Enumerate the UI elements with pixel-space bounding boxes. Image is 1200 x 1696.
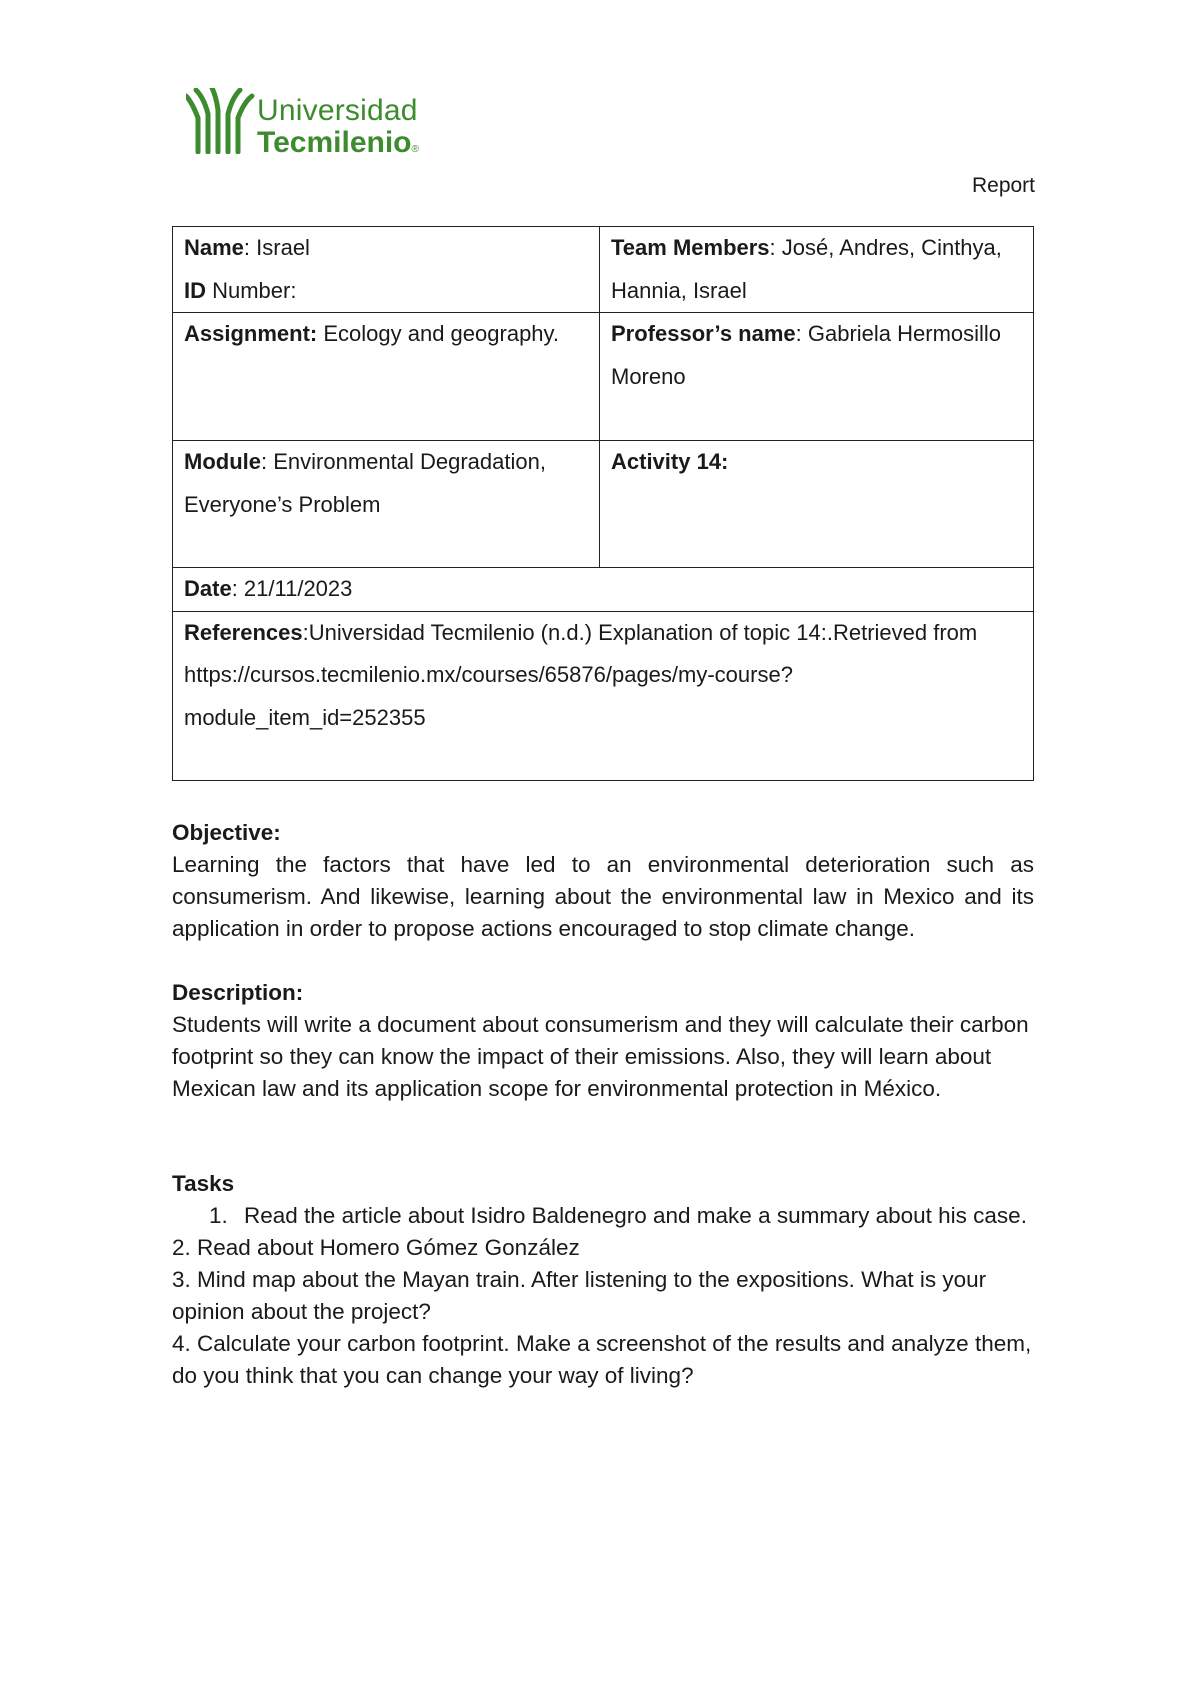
references-cell <box>173 611 1034 780</box>
name-value: : Israel <box>243 235 310 260</box>
module-cell <box>173 441 600 568</box>
objective-section <box>172 817 1034 945</box>
table-row <box>173 611 1034 780</box>
activity-cell <box>600 441 1034 568</box>
assignment-label: Assignment: <box>184 321 318 346</box>
professor-value: : Gabriela Hermosillo Moreno <box>611 321 1002 389</box>
date-cell <box>173 568 1034 612</box>
activity-label: Activity 14: <box>611 449 729 474</box>
description-heading: Description: <box>172 980 304 1005</box>
university-logo <box>186 88 446 158</box>
objective-text: Learning the factors that have led to an environmental deterioration such as consumerism. And likewise, learning about the environmental law in Mexico and its application in order to propose actions encouraged to stop climate change. <box>172 852 1034 941</box>
references-value: :Universidad Tecmilenio (n.d.) Explanation of topic 14:.Retrieved from https://cursos.tecmilenio.mx/courses/65876/pages/my-course?module_item_id=252355 <box>184 619 978 730</box>
name-label: Name <box>184 235 244 260</box>
list-item <box>172 1200 1034 1232</box>
id-value: Number: <box>206 277 297 303</box>
table-row <box>173 227 1034 313</box>
team-label: Team Members <box>611 235 770 260</box>
professor-label: Professor’s name <box>611 321 796 346</box>
list-item: 4. Calculate your carbon footprint. Make a screenshot of the results and analyze them, do you think that you can change your way of living? <box>172 1331 1032 1388</box>
info-table <box>172 226 1034 781</box>
assignment-cell <box>173 313 600 441</box>
logo-text-tecmilenio: Tecmilenio® <box>257 126 419 159</box>
objective-heading: Objective: <box>172 820 281 845</box>
logo-mark-icon <box>186 88 256 154</box>
table-row <box>173 313 1034 441</box>
table-row <box>173 568 1034 612</box>
date-value: : 21/11/2023 <box>231 576 353 601</box>
name-cell <box>173 227 600 313</box>
module-value: : Environmental Degradation, Everyone’s Problem <box>184 449 546 517</box>
references-label: References <box>184 619 303 645</box>
assignment-value: Ecology and geography. <box>317 321 560 346</box>
id-label: ID <box>184 277 206 303</box>
report-label: Report <box>971 174 1035 197</box>
date-label: Date <box>184 576 232 601</box>
tasks-heading: Tasks <box>172 1171 235 1196</box>
description-text: Students will write a document about consumerism and they will calculate their carbon footprint so they can know the impact of their emissions. Also, they will learn about Mexican law and its application scope for environmental protection in México. <box>172 1012 1029 1101</box>
task-text: Read the article about Isidro Baldenegro and make a summary about his case. <box>244 1203 1027 1228</box>
professor-cell <box>600 313 1034 441</box>
task-number: 1. <box>209 1203 228 1228</box>
table-row <box>173 441 1034 568</box>
module-label: Module <box>184 449 261 474</box>
logo-text-universidad: Universidad <box>257 94 418 127</box>
description-section <box>172 977 1034 1105</box>
list-item: 3. Mind map about the Mayan train. After listening to the expositions. What is your opinion about the project? <box>172 1267 987 1324</box>
tasks-section <box>172 1168 1034 1392</box>
list-item: 2. Read about Homero Gómez González <box>172 1235 580 1260</box>
team-cell <box>600 227 1034 313</box>
team-value: : José, Andres, Cinthya, Hannia, Israel <box>611 235 1002 303</box>
